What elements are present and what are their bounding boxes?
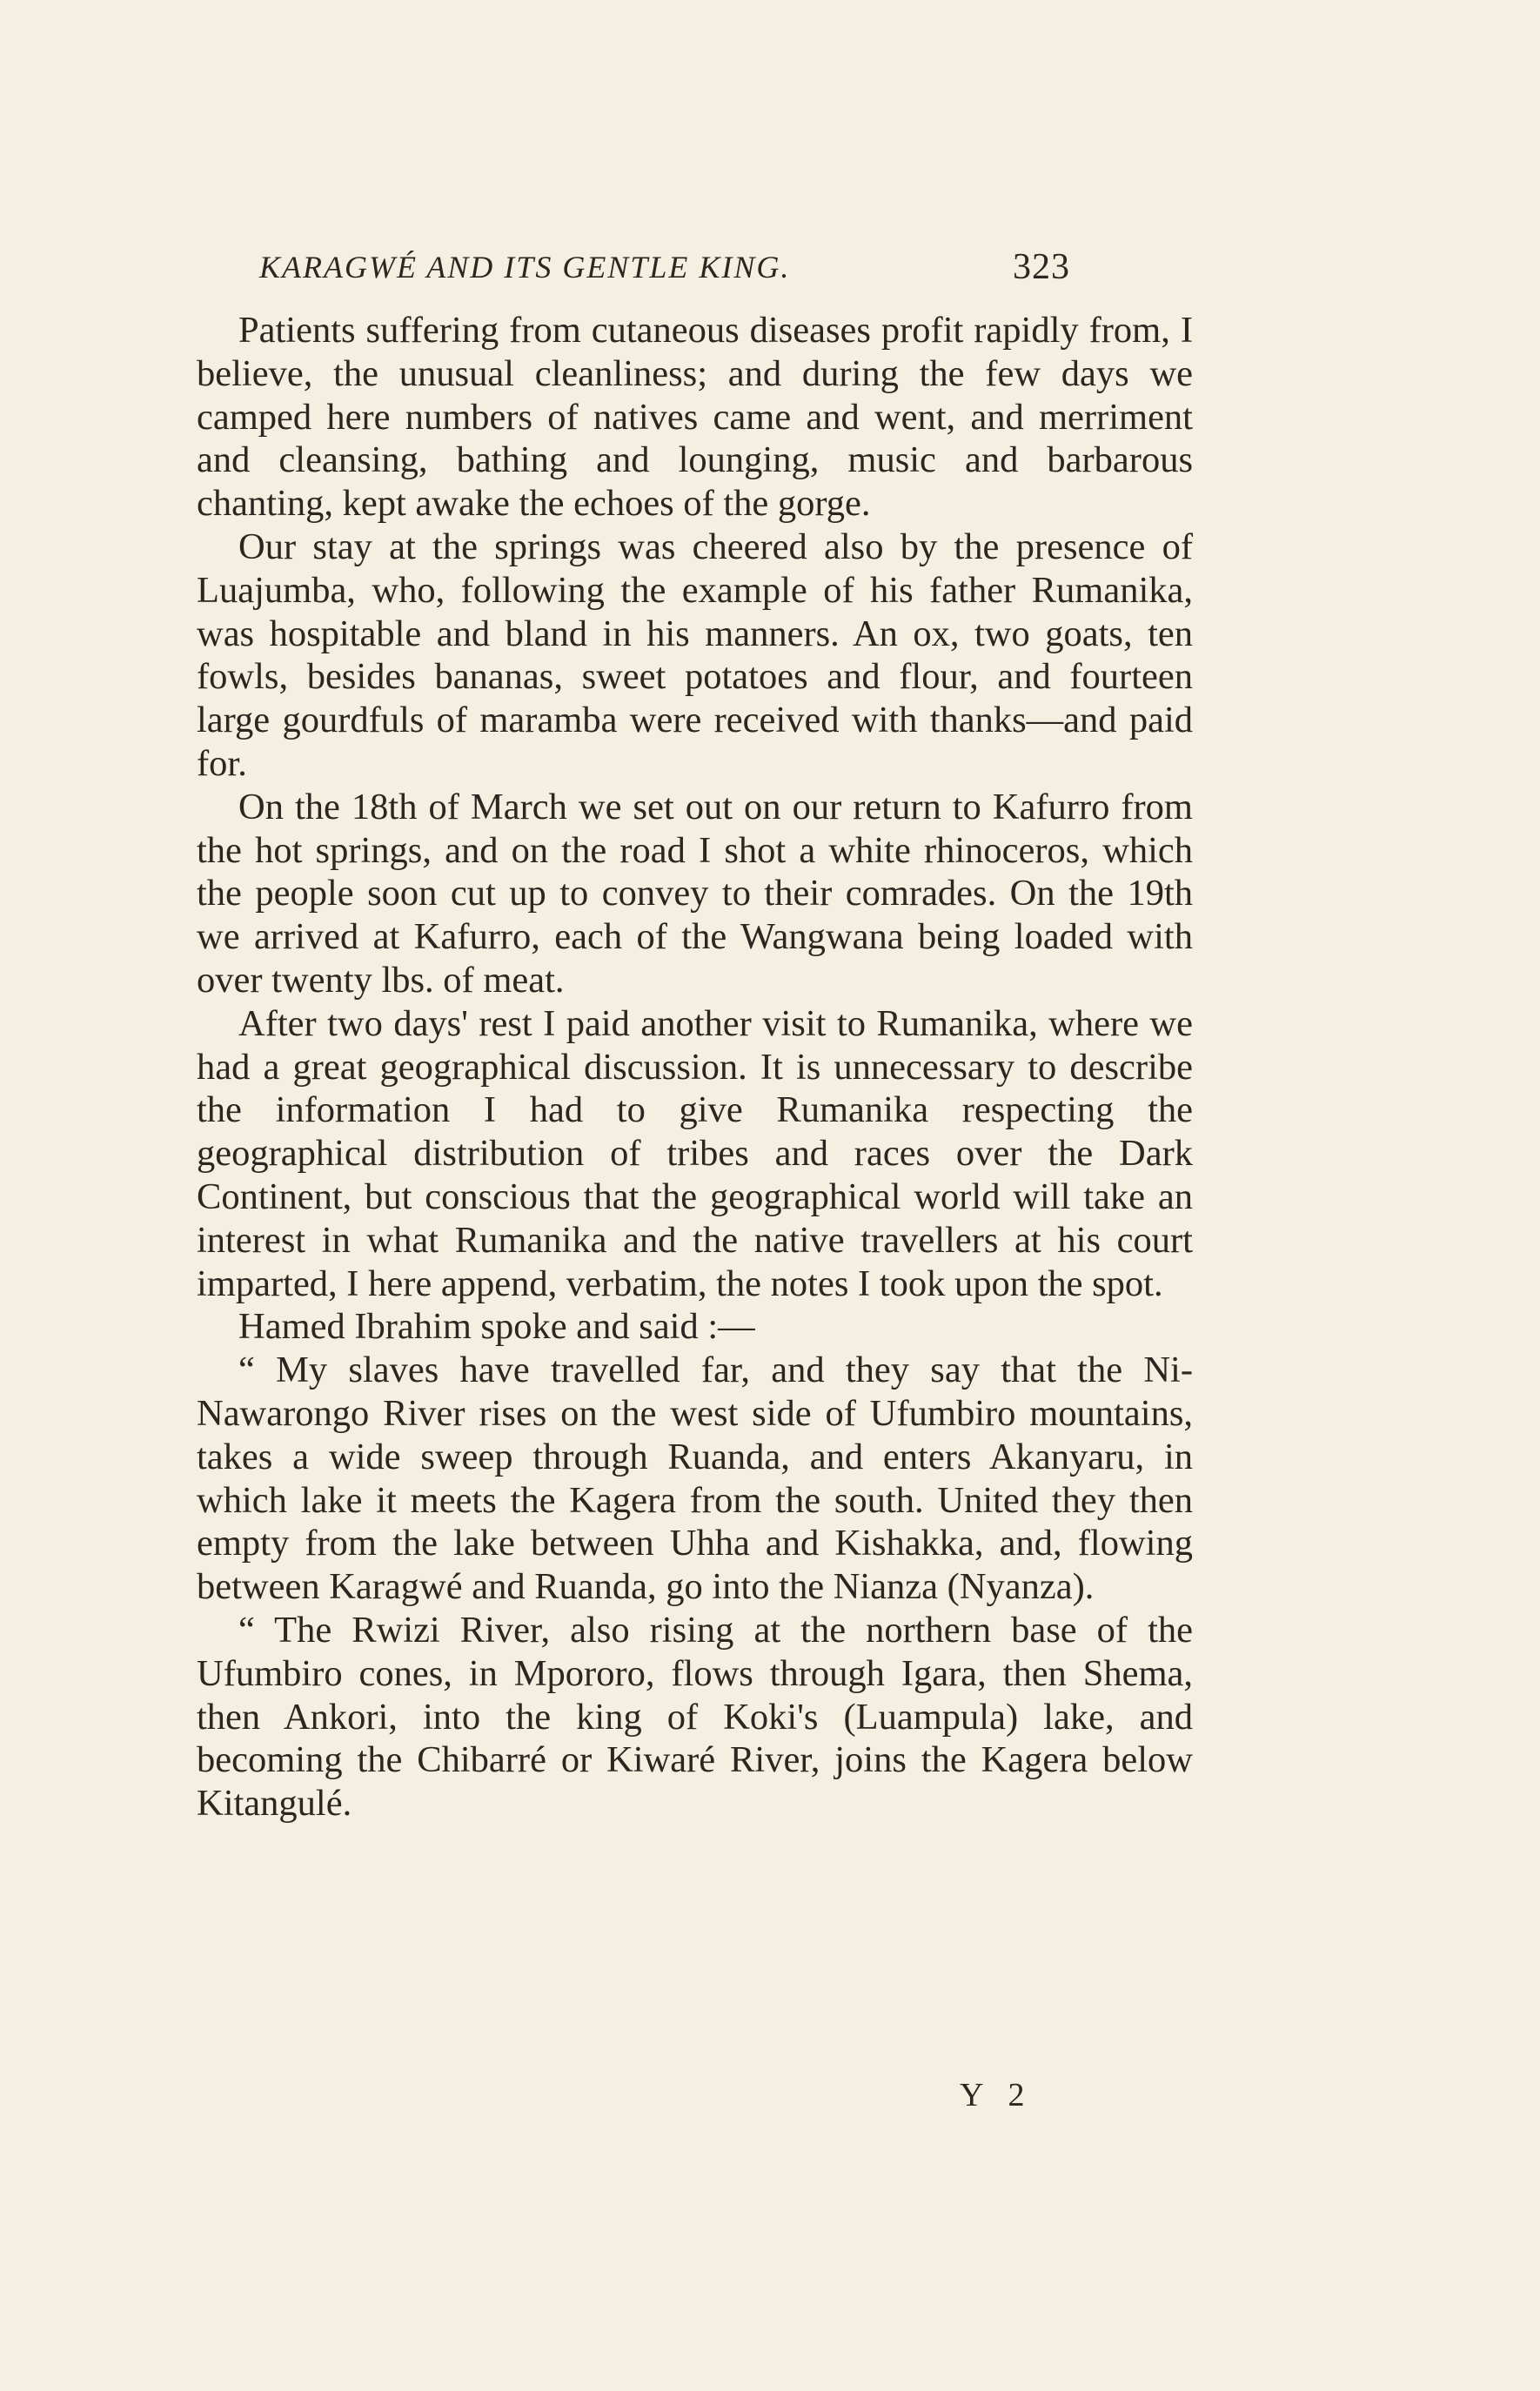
page-header bbox=[244, 245, 1070, 289]
paragraph-6: “ My slaves have travelled far, and they say that the Ni-Nawarongo River rises on the west side of Ufumbiro mountains, takes a wide sweep through Ruanda, and enters Akanyaru, in which lake it meets the Kagera from the south. United they then empty from the lake between Uhha and Kishakka, and, flowing between Karagwé and Ruanda, go into the Nianza (Nyanza). bbox=[197, 1350, 1193, 1608]
page-number: 323 bbox=[1013, 247, 1070, 287]
paragraph-2: Our stay at the springs was cheered also by the presence of Luajumba, who, following the example of his father Rumanika, was hospitable and bland in his manners. An ox, two goats, ten fowls, besides bananas, sweet potatoes and flour, and fourteen large gourdfuls of maramba were received with thanks—and paid for. bbox=[197, 526, 1193, 784]
paragraph-5: Hamed Ibrahim spoke and said :— bbox=[238, 1306, 755, 1348]
body-text bbox=[197, 309, 1193, 1825]
paragraph-7: “ The Rwizi River, also rising at the northern base of the Ufumbiro cones, in Mpororo, flows through Igara, then Shema, then Ankori, into the king of Koki's (Luampula) lake, and becoming the Chibarré or Kiwaré River, joins the Kagera below Kitangulé. bbox=[197, 1609, 1193, 1825]
running-head: KARAGWÉ AND ITS GENTLE KING. bbox=[259, 250, 791, 285]
signature-mark: Y 2 bbox=[960, 2077, 1034, 2113]
paragraph-1: Patients suffering from cutaneous diseases profit rapidly from, I believe, the unusual cleanliness; and during the few days we camped here numbers of natives came and went, and merriment and cleansing, bathing and lounging, music and barbarous chanting, kept awake the echoes of the gorge. bbox=[197, 310, 1193, 525]
paragraph-4: After two days' rest I paid another visit to Rumanika, where we had a great geographical discussion. It is unnecessary to describe the information I had to give Rumanika respecting the geographical distribution of tribes and races over the Dark Continent, but conscious that the geographical world will take an interest in what Rumanika and the native travellers at his court imparted, I here append, verbatim, the notes I took upon the spot. bbox=[197, 1002, 1193, 1304]
paragraph-3: On the 18th of March we set out on our return to Kafurro from the hot springs, and on the road I shot a white rhinoceros, which the people soon cut up to convey to their comrades. On the 19th we arrived at Kafurro, each of the Wangwana being loaded with over twenty lbs. of meat. bbox=[197, 786, 1193, 1001]
